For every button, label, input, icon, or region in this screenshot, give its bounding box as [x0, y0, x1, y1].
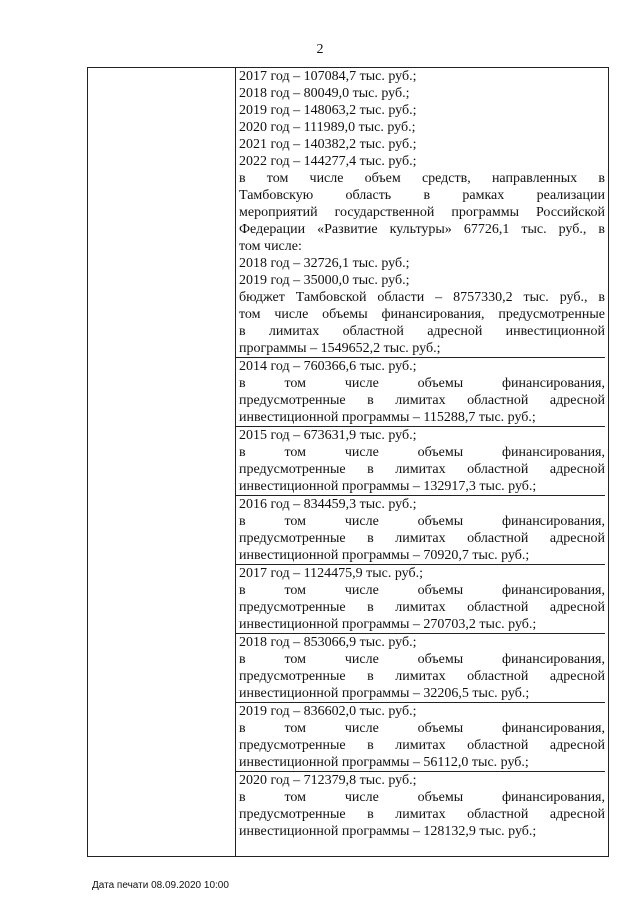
text-line: 2019 год – 35000,0 тыс. руб.; — [239, 273, 410, 288]
text-line: в том числе объемы финансирования, — [239, 721, 605, 736]
text-line: 2017 год – 1124475,9 тыс. руб.; — [239, 566, 423, 581]
funding-details-cell — [239, 68, 605, 840]
text-line: 2022 год – 144277,4 тыс. руб.; — [239, 154, 417, 169]
text-line: 2018 год – 80049,0 тыс. руб.; — [239, 86, 410, 101]
text-line: в том числе объемы финансирования, — [239, 652, 605, 667]
text-line: предусмотренные в лимитах областной адресной — [239, 738, 605, 753]
text-line: 2016 год – 834459,3 тыс. руб.; — [239, 497, 417, 512]
text-line: инвестиционной программы – 128132,9 тыс. руб.; — [239, 824, 537, 839]
text-line: 2015 год – 673631,9 тыс. руб.; — [239, 428, 417, 443]
text-line: Тамбовскую область в рамках реализации — [239, 188, 605, 203]
text-line: 2019 год – 836602,0 тыс. руб.; — [239, 704, 417, 719]
text-line: предусмотренные в лимитах областной адресной — [239, 600, 605, 615]
text-line: программы – 1549652,2 тыс. руб.; — [235, 340, 605, 358]
text-line: предусмотренные в лимитах областной адресной — [239, 531, 605, 546]
text-line: бюджет Тамбовской области – 8757330,2 тыс. руб., в — [239, 290, 605, 305]
text-line: в том числе объемы финансирования, — [239, 583, 605, 598]
text-line: в том числе объем средств, направленных в — [239, 171, 605, 186]
text-line: инвестиционной программы – 56112,0 тыс. руб.; — [235, 754, 605, 772]
text-line: предусмотренные в лимитах областной адресной — [239, 669, 605, 684]
text-line: 2021 год – 140382,2 тыс. руб.; — [239, 137, 417, 152]
text-line: 2019 год – 148063,2 тыс. руб.; — [239, 103, 417, 118]
text-line: 2017 год – 107084,7 тыс. руб.; — [239, 69, 417, 84]
print-date-footer: Дата печати 08.09.2020 10:00 — [92, 880, 229, 891]
column-divider — [235, 68, 236, 856]
text-line: инвестиционной программы – 270703,2 тыс. руб.; — [235, 616, 605, 634]
funding-table — [87, 67, 609, 857]
text-line: в том числе объемы финансирования, — [239, 445, 605, 460]
text-line: 2018 год – 853066,9 тыс. руб.; — [239, 635, 417, 650]
text-line: том числе объемы финансирования, предусмотренные — [239, 307, 605, 322]
text-line: в том числе объемы финансирования, — [239, 376, 605, 391]
text-line: 2020 год – 111989,0 тыс. руб.; — [239, 120, 416, 135]
text-line: том числе: — [239, 239, 302, 254]
text-line: в лимитах областной адресной инвестиционной — [239, 324, 605, 339]
page-number: 2 — [316, 42, 324, 57]
text-line: инвестиционной программы – 70920,7 тыс. руб.; — [235, 547, 605, 565]
text-line: Федерации «Развитие культуры» 67726,1 тыс. руб., в — [239, 222, 605, 237]
text-line: предусмотренные в лимитах областной адресной — [239, 393, 605, 408]
text-line: 2014 год – 760366,6 тыс. руб.; — [239, 359, 417, 374]
text-line: в том числе объемы финансирования, — [239, 514, 605, 529]
text-line: инвестиционной программы – 115288,7 тыс. руб.; — [235, 409, 605, 427]
text-line: инвестиционной программы – 32206,5 тыс. руб.; — [235, 685, 605, 703]
text-line: в том числе объемы финансирования, — [239, 790, 605, 805]
text-line: инвестиционной программы – 132917,3 тыс. руб.; — [235, 478, 605, 496]
text-line: предусмотренные в лимитах областной адресной — [239, 807, 605, 822]
text-line: 2020 год – 712379,8 тыс. руб.; — [239, 773, 417, 788]
text-line: мероприятий государственной программы Российской — [239, 205, 605, 220]
text-line: 2018 год – 32726,1 тыс. руб.; — [239, 256, 410, 271]
text-line: предусмотренные в лимитах областной адресной — [239, 462, 605, 477]
